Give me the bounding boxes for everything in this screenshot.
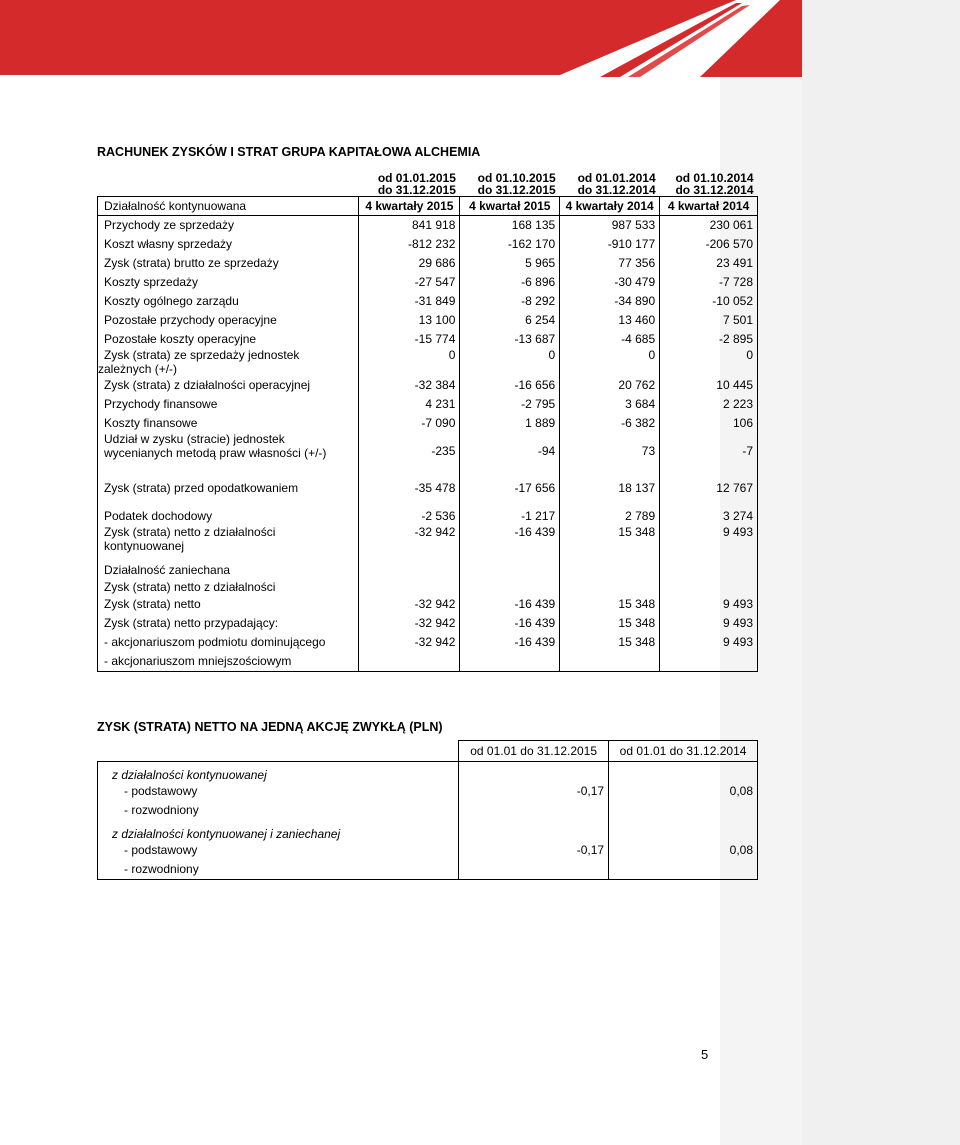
eps-diluted-row: [98, 859, 758, 880]
row-label: [98, 525, 359, 561]
row-label: [98, 594, 359, 613]
table-row: [98, 413, 758, 432]
row-value-cell: -16 439: [460, 594, 560, 613]
row-value-cell: -16 439: [460, 525, 560, 561]
row-value-cell: 77 356: [560, 253, 660, 272]
row-value-cell: -32 942: [359, 632, 460, 651]
group-label-continuing: Działalność kontynuowana: [98, 196, 359, 215]
header-date-cell: [660, 170, 758, 196]
row-value-cell: 6 254: [460, 310, 560, 329]
row-label: [98, 291, 359, 310]
row-value-cell: [359, 651, 460, 671]
table-row: [98, 594, 758, 613]
row-value-cell: 3 274: [660, 507, 758, 525]
table-row: [98, 329, 758, 348]
row-value-cell: [660, 579, 758, 594]
eps-table: [97, 740, 758, 880]
row-label-text: Zysk (strata) z działalności operacyjnej: [104, 378, 311, 392]
row-value-cell: 0: [560, 348, 660, 376]
row-value-cell: 10 445: [660, 376, 758, 394]
row-label-text: Koszt własny sprzedaży: [104, 236, 233, 251]
row-label-text-continued: zależnych (+/-): [98, 362, 178, 376]
row-value-cell: -7 728: [660, 272, 758, 291]
row-value-cell: 9 493: [660, 613, 758, 632]
row-value-cell: 15 348: [560, 613, 660, 632]
row-value-cell: -4 685: [560, 329, 660, 348]
row-value-cell: -16 439: [460, 632, 560, 651]
table-row: [98, 469, 758, 507]
row-label: [98, 376, 359, 394]
row-value-cell: -16 439: [460, 613, 560, 632]
column-period-label: 4 kwartały 2014: [560, 196, 660, 215]
row-value-cell: -235: [359, 432, 460, 469]
row-value-cell: 0: [660, 348, 758, 376]
row-value-cell: -10 052: [660, 291, 758, 310]
row-label-text: Przychody finansowe: [104, 396, 218, 411]
row-value-cell: -94: [460, 432, 560, 469]
row-label-text: Koszty finansowe: [104, 415, 198, 430]
row-label-text: Koszty ogólnego zarządu: [104, 293, 239, 308]
row-label-text: - akcjonariuszom mniejszościowym: [104, 653, 292, 668]
row-label-text: Podatek dochodowy: [104, 509, 213, 523]
row-value-cell: [560, 561, 660, 579]
row-label-text: Udział w zysku (stracie) jednostek: [104, 432, 285, 446]
row-value-cell: 18 137: [560, 469, 660, 507]
row-label-text-continued: kontynuowanej: [104, 539, 185, 553]
row-value-cell: -7: [660, 432, 758, 469]
header-banner: [0, 0, 802, 77]
row-value-cell: [660, 651, 758, 671]
eps-group-continuing: [98, 762, 758, 782]
table-row: [98, 348, 758, 376]
eps-value-2014: [609, 859, 758, 880]
eps-column-header: od 01.01 do 31.12.2014: [609, 741, 758, 762]
row-value-cell: 13 100: [359, 310, 460, 329]
row-label: [98, 507, 359, 525]
eps-value-2014: [609, 820, 758, 841]
row-value-cell: [359, 561, 460, 579]
row-value-cell: -16 656: [460, 376, 560, 394]
row-value-cell: 0: [359, 348, 460, 376]
row-label-text: - akcjonariuszom podmiotu dominującego: [104, 634, 326, 649]
row-value-cell: -2 536: [359, 507, 460, 525]
row-value-cell: -162 170: [460, 234, 560, 253]
row-value-cell: -35 478: [359, 469, 460, 507]
row-value-cell: 73: [560, 432, 660, 469]
row-value-cell: -32 942: [359, 594, 460, 613]
row-value-cell: -30 479: [560, 272, 660, 291]
row-label-text: Zysk (strata) netto: [104, 596, 201, 611]
eps-value-2015: -0,17: [459, 841, 609, 859]
row-label: [98, 579, 359, 594]
row-label-text: Zysk (strata) ze sprzedaży jednostek: [104, 348, 300, 362]
row-value-cell: -910 177: [560, 234, 660, 253]
row-label-text: Koszty sprzedaży: [104, 274, 199, 289]
eps-basic-row: [98, 841, 758, 859]
row-label: [98, 272, 359, 291]
row-label: [98, 394, 359, 413]
row-value-cell: -34 890: [560, 291, 660, 310]
income-statement-table: [97, 170, 758, 672]
table-row: [98, 272, 758, 291]
row-value-cell: 841 918: [359, 215, 460, 234]
row-value-cell: 20 762: [560, 376, 660, 394]
row-value-cell: [460, 579, 560, 594]
row-label-text: Zysk (strata) netto z działalności: [104, 579, 276, 594]
row-value-cell: -6 382: [560, 413, 660, 432]
row-value-cell: 230 061: [660, 215, 758, 234]
eps-value-2014: 0,08: [609, 782, 758, 800]
row-label: [98, 234, 359, 253]
header-date-cell: [560, 170, 660, 196]
row-value-cell: 168 135: [460, 215, 560, 234]
row-value-cell: -812 232: [359, 234, 460, 253]
column-period-label: 4 kwartał 2015: [460, 196, 560, 215]
eps-diluted-row: [98, 800, 758, 820]
row-label: [98, 469, 359, 507]
row-value-cell: 987 533: [560, 215, 660, 234]
row-value-cell: -32 942: [359, 613, 460, 632]
row-value-cell: 15 348: [560, 525, 660, 561]
row-value-cell: 106: [660, 413, 758, 432]
table-header-dates: [98, 170, 758, 196]
eps-row-label: z działalności kontynuowanej: [98, 762, 459, 782]
row-label: [98, 651, 359, 671]
table-row: [98, 291, 758, 310]
eps-value-2015: [459, 820, 609, 841]
row-label: [98, 329, 359, 348]
row-label: [98, 215, 359, 234]
row-value-cell: -17 656: [460, 469, 560, 507]
table-row: [98, 632, 758, 651]
table-row: [98, 613, 758, 632]
row-value-cell: 2 223: [660, 394, 758, 413]
row-value-cell: -2 795: [460, 394, 560, 413]
eps-value-2014: [609, 762, 758, 782]
row-value-cell: -1 217: [460, 507, 560, 525]
table-row: [98, 310, 758, 329]
eps-value-2015: -0,17: [459, 782, 609, 800]
row-value-cell: 3 684: [560, 394, 660, 413]
eps-column-header: od 01.01 do 31.12.2015: [459, 741, 609, 762]
row-value-cell: 4 231: [359, 394, 460, 413]
eps-value-2015: [459, 859, 609, 880]
row-value-cell: 12 767: [660, 469, 758, 507]
column-date-to: do 31.12.2014: [675, 182, 754, 197]
right-margin-strip: [802, 0, 960, 1145]
row-value-cell: -31 849: [359, 291, 460, 310]
section-title-income-statement: RACHUNEK ZYSKÓW I STRAT GRUPA KAPITAŁOWA ALCHEMIA: [97, 145, 481, 159]
table-row: [98, 561, 758, 579]
row-value-cell: [359, 579, 460, 594]
row-value-cell: 9 493: [660, 632, 758, 651]
table-row: [98, 394, 758, 413]
table-header-periods: [98, 196, 758, 215]
table-row: [98, 579, 758, 594]
table-row: [98, 253, 758, 272]
row-value-cell: 5 965: [460, 253, 560, 272]
column-period-label: 4 kwartały 2015: [359, 196, 460, 215]
column-date-to: do 31.12.2015: [477, 182, 556, 197]
column-date-from: od 01.01.2015: [377, 170, 456, 185]
row-value-cell: [660, 561, 758, 579]
row-value-cell: -13 687: [460, 329, 560, 348]
section-title-eps: ZYSK (STRATA) NETTO NA JEDNĄ AKCJĘ ZWYKŁĄ (PLN): [97, 720, 443, 734]
row-label-text: Zysk (strata) przed opodatkowaniem: [104, 481, 299, 495]
row-label: [98, 348, 359, 376]
row-label: [98, 632, 359, 651]
column-date-from: od 01.10.2014: [675, 170, 754, 185]
eps-value-2014: [609, 800, 758, 820]
column-date-from: od 01.10.2015: [477, 170, 556, 185]
row-value-cell: -6 896: [460, 272, 560, 291]
row-value-cell: [460, 561, 560, 579]
row-value-cell: 9 493: [660, 594, 758, 613]
row-value-cell: -15 774: [359, 329, 460, 348]
row-value-cell: -32 942: [359, 525, 460, 561]
row-value-cell: -206 570: [660, 234, 758, 253]
column-date-to: do 31.12.2015: [377, 182, 456, 197]
row-value-cell: 0: [460, 348, 560, 376]
row-value-cell: -2 895: [660, 329, 758, 348]
row-label-text: Zysk (strata) netto przypadający:: [104, 615, 279, 630]
row-label-text: Przychody ze sprzedaży: [104, 217, 235, 232]
column-date-to: do 31.12.2014: [577, 182, 656, 197]
eps-group-continuing-discontinued: [98, 820, 758, 841]
eps-value-2014: 0,08: [609, 841, 758, 859]
eps-value-2015: [459, 800, 609, 820]
eps-row-label: - podstawowy: [98, 782, 459, 800]
column-date-from: od 01.01.2014: [577, 170, 656, 185]
row-value-cell: 2 789: [560, 507, 660, 525]
table-row: [98, 432, 758, 469]
row-value-cell: 15 348: [560, 632, 660, 651]
row-label: [98, 561, 359, 579]
row-label-text: Zysk (strata) netto z działalności: [104, 525, 276, 539]
eps-value-2015: [459, 762, 609, 782]
row-label: [98, 432, 359, 469]
eps-basic-row: [98, 782, 758, 800]
row-value-cell: [460, 651, 560, 671]
row-label: [98, 253, 359, 272]
table-row: [98, 507, 758, 525]
header-date-cell: [460, 170, 560, 196]
table-row: [98, 651, 758, 671]
header-empty-cell: [98, 170, 359, 196]
header-date-cell: [359, 170, 460, 196]
table-row: [98, 525, 758, 561]
row-value-cell: 7 501: [660, 310, 758, 329]
column-period-label: 4 kwartał 2014: [660, 196, 758, 215]
row-value-cell: 29 686: [359, 253, 460, 272]
table-row: [98, 234, 758, 253]
row-label-text: Pozostałe przychody operacyjne: [104, 312, 277, 327]
eps-row-label: - podstawowy: [98, 841, 459, 859]
row-value-cell: 23 491: [660, 253, 758, 272]
row-label-text: Działalność zaniechana: [104, 563, 231, 577]
row-value-cell: 13 460: [560, 310, 660, 329]
eps-row-label: - rozwodniony: [98, 800, 459, 820]
eps-header-empty: [98, 741, 459, 762]
eps-row-label: - rozwodniony: [98, 859, 459, 880]
row-label-text-continued: wycenianych metodą praw własności (+/-): [104, 446, 327, 460]
row-value-cell: [560, 579, 660, 594]
row-label-text: Zysk (strata) brutto ze sprzedaży: [104, 255, 279, 270]
eps-row-label: z działalności kontynuowanej i zaniechanej: [98, 820, 459, 841]
row-value-cell: -7 090: [359, 413, 460, 432]
row-value-cell: [560, 651, 660, 671]
row-label: [98, 310, 359, 329]
row-value-cell: 15 348: [560, 594, 660, 613]
table-row: [98, 376, 758, 394]
row-label: [98, 413, 359, 432]
row-value-cell: -32 384: [359, 376, 460, 394]
row-label: [98, 613, 359, 632]
row-value-cell: -27 547: [359, 272, 460, 291]
row-value-cell: -8 292: [460, 291, 560, 310]
row-value-cell: 1 889: [460, 413, 560, 432]
row-label-text: Pozostałe koszty operacyjne: [104, 331, 257, 346]
table-row: [98, 215, 758, 234]
eps-header-row: [98, 741, 758, 762]
row-value-cell: 9 493: [660, 525, 758, 561]
page-number: 5: [701, 1047, 709, 1062]
